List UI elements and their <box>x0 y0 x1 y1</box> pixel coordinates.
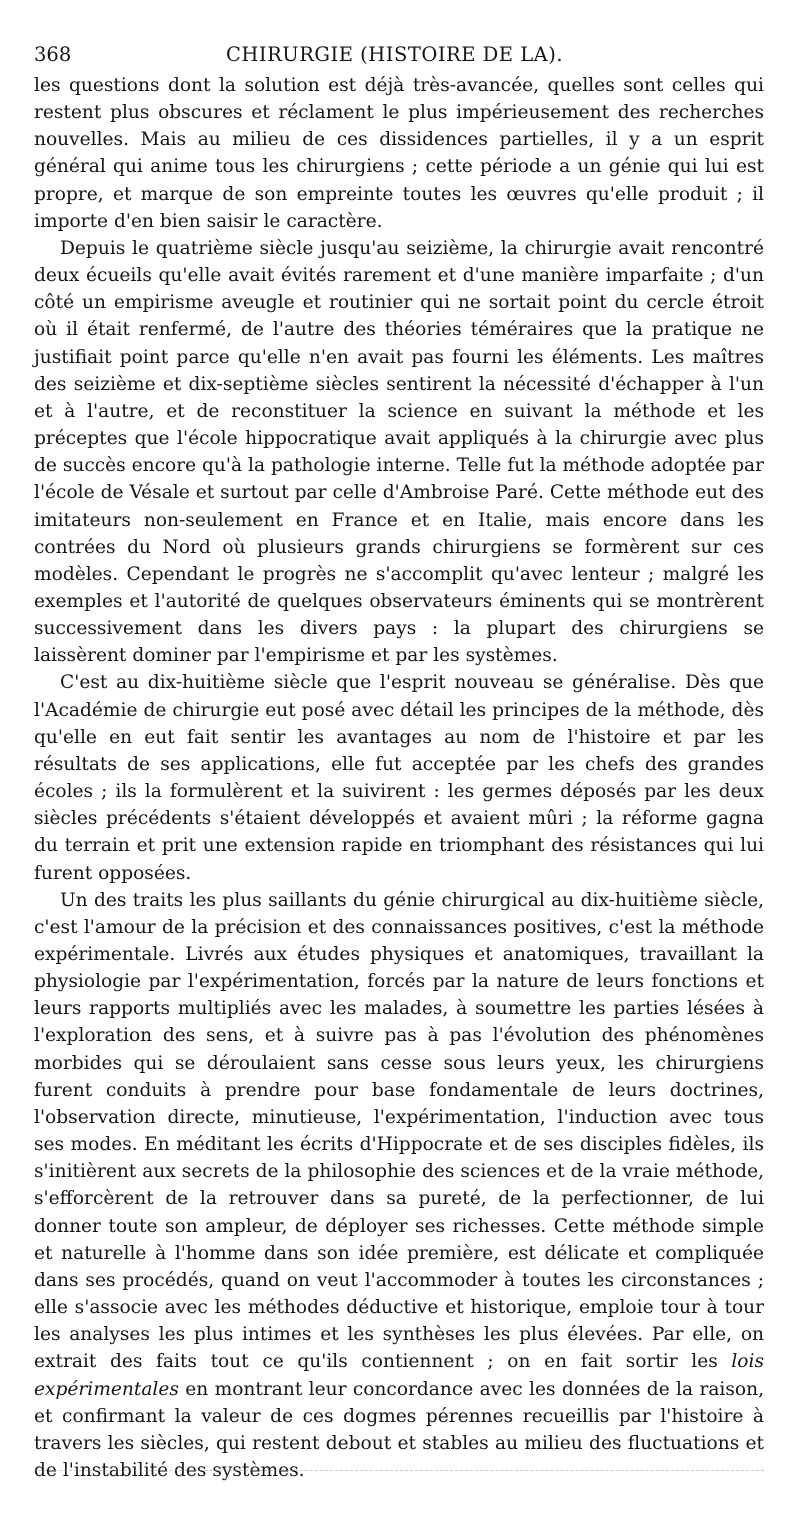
paragraph-dix-huitieme-siecle: C'est au dix-huitième siècle que l'esprit nouveau se généralise. Dès que l'Académie de chirurgie eut posé avec détail les principes de la méthode, dès qu'elle en eut fait sentir les avantages au nom de l'histoire et par les résultats de ses applications, elle fut acceptée par les chefs des grandes écoles ; ils la formulèrent et la suivirent : les germes déposés par les deux siècles précédents s'étaient développés et avaient mûri ; la réforme gagna du terrain et prit une extension rapide en triomphant des résistances qui lui furent opposées. <box>34 672 764 884</box>
emphasis-lois-experimentales: lois expérimentales <box>34 1351 764 1400</box>
paragraph-continued: les questions dont la solution est déjà très-avancée, quelles sont celles qui restent plus obscures et réclament le plus impérieusement des recherches nouvelles. Mais au milieu de ces dissidences partielles, il y a un esprit général qui anime tous les chirurgiens ; cette période a un génie qui lui est propre, et marque de son empreinte toutes les œuvres qu'elle produit ; il importe d'en bien saisir le caractère. <box>34 75 764 232</box>
page-number: 368 <box>34 43 72 66</box>
body-text <box>34 72 764 1484</box>
running-title <box>226 38 563 72</box>
running-title-main: CHIRURGIE <box>226 43 354 66</box>
paragraph-text-before: Un des traits les plus saillants du génie chirurgical au dix-huitième siècle, c'est l'amour de la précision et des connaissances positives, c'est la méthode expérimentale. Livrés aux études physiques et anatomiques, travaillant la physiologie par l'expérimentation, forcés par la nature de leurs fonctions et leurs rapports multipliés avec les malades, à soumettre les parties lésées à l'exploration des sens, et à suivre pas à pas l'évolution des phénomènes morbides qui se déroulaient sans cesse sous leurs yeux, les chirurgiens furent conduits à prendre pour base fondamentale de leurs doctrines, l'observation directe, minutieuse, l'expérimentation, l'induction avec tous ses modes. En méditant les écrits d'Hippocrate et de ses disciples fidèles, ils s'initièrent aux secrets de la philosophie des sciences et de la vraie méthode, s'efforcèrent de la retrouver dans sa pureté, de la perfectionner, de lui donner toute son ampleur, de déployer ses richesses. Cette méthode simple et naturelle à l'homme dans son idée première, est délicate et compliquée dans ses procédés, quand on veut l'accommoder à toutes les circonstances ; elle s'associe avec les méthodes déductive et historique, emploie tour à tour les analyses les plus intimes et les synthèses les plus élevées. Par elle, on extrait des faits tout ce qu'ils contiennent ; on en fait sortir les <box>34 889 764 1373</box>
footer-scan-marks <box>34 1470 764 1472</box>
page-header <box>34 38 764 72</box>
paragraph-methode-experimentale <box>34 887 764 1484</box>
running-title-sub: (HISTOIRE DE LA). <box>360 43 564 66</box>
book-page <box>34 38 764 1484</box>
paragraph-text-after: en montrant leur concordance avec les données de la raison, et confirmant la valeur de ces dogmes pérennes recueillis par l'histoire à travers les siècles, qui restent debout et stables au milieu des fluctuations et de l'instabilité des systèmes. <box>34 1378 764 1481</box>
paragraph-quatrieme-siecle: Depuis le quatrième siècle jusqu'au seizième, la chirurgie avait rencontré deux écueils qu'elle avait évités rarement et d'une manière imparfaite ; d'un côté un empirisme aveugle et routinier qui ne sortait point du cercle étroit où il était renfermé, de l'autre des théories téméraires que la pratique ne justifiait point parce qu'elle n'en avait pas fourni les éléments. Les maîtres des seizième et dix-septième siècles sentirent la nécessité d'échapper à l'un et à l'autre, et de reconstituer la science en suivant la méthode et les préceptes que l'école hippocratique avait appliqués à la chirurgie avec plus de succès encore qu'à la pathologie interne. Telle fut la méthode adoptée par l'école de Vésale et surtout par celle d'Ambroise Paré. Cette méthode eut des imitateurs non-seulement en France et en Italie, mais encore dans les contrées du Nord où plusieurs grands chirurgiens se formèrent sur ces modèles. Cependant le progrès ne s'accomplit qu'avec lenteur ; malgré les exemples et l'autorité de quelques observateurs éminents qui se montrèrent successivement dans les divers pays : la plupart des chirurgiens se laissèrent dominer par l'empirisme et par les systèmes. <box>34 237 764 667</box>
